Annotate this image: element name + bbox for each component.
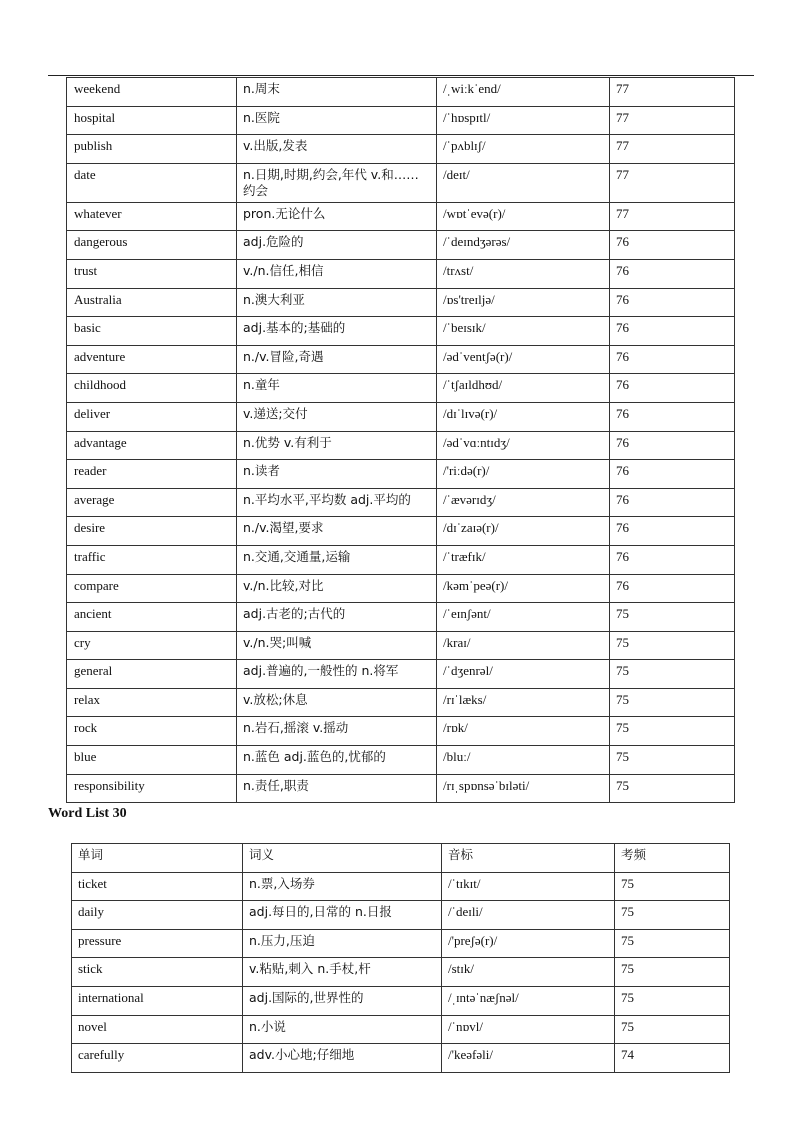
table-row: [72, 1015, 730, 1044]
phonetic-cell: /ˌwiːkˈend/: [437, 78, 610, 107]
frequency-cell: 76: [610, 345, 735, 374]
table-row: [67, 259, 735, 288]
meaning-cell: n.童年: [237, 374, 437, 403]
frequency-cell: 75: [610, 631, 735, 660]
frequency-cell: 76: [610, 545, 735, 574]
word-cell: Australia: [67, 288, 237, 317]
word-cell: pressure: [72, 929, 243, 958]
table-row: [67, 688, 735, 717]
phonetic-cell: /ˈdʒenrəl/: [437, 660, 610, 689]
meaning-cell: n.医院: [237, 106, 437, 135]
meaning-cell: n./v.渴望,要求: [237, 517, 437, 546]
word-cell: traffic: [67, 545, 237, 574]
table-row: [67, 660, 735, 689]
word-cell: general: [67, 660, 237, 689]
word-cell: cry: [67, 631, 237, 660]
table-row: [67, 717, 735, 746]
phonetic-cell: /kəmˈpeə(r)/: [437, 574, 610, 603]
frequency-cell: 76: [610, 402, 735, 431]
word-cell: weekend: [67, 78, 237, 107]
phonetic-cell: /ədˈventʃə(r)/: [437, 345, 610, 374]
table-row: [67, 431, 735, 460]
meaning-cell: adj.普遍的,一般性的 n.将军: [237, 660, 437, 689]
meaning-cell: pron.无论什么: [237, 202, 437, 231]
phonetic-cell: /kraɪ/: [437, 631, 610, 660]
section-title: Word List 30: [48, 806, 127, 821]
word-cell: novel: [72, 1015, 243, 1044]
table-row: [67, 402, 735, 431]
frequency-cell: 74: [615, 1044, 730, 1073]
vocabulary-table-word-list-30: [71, 843, 730, 1073]
table-row: [67, 317, 735, 346]
table-row: [67, 231, 735, 260]
word-cell: ancient: [67, 603, 237, 632]
word-cell: blue: [67, 746, 237, 775]
word-cell: basic: [67, 317, 237, 346]
meaning-cell: adj.古老的;古代的: [237, 603, 437, 632]
frequency-cell: 77: [610, 78, 735, 107]
word-cell: international: [72, 986, 243, 1015]
phonetic-cell: /ˈdeɪli/: [442, 901, 615, 930]
word-cell: trust: [67, 259, 237, 288]
word-cell: stick: [72, 958, 243, 987]
word-cell: carefully: [72, 1044, 243, 1073]
frequency-cell: 75: [615, 986, 730, 1015]
meaning-cell: n.优势 v.有利于: [237, 431, 437, 460]
meaning-cell: n.平均水平,平均数 adj.平均的: [237, 488, 437, 517]
meaning-cell: n.周末: [237, 78, 437, 107]
table-row: [67, 135, 735, 164]
phonetic-cell: /ədˈvɑːntɪdʒ/: [437, 431, 610, 460]
phonetic-cell: /ˈtɪkɪt/: [442, 872, 615, 901]
word-cell: publish: [67, 135, 237, 164]
phonetic-cell: /ˈpʌblɪʃ/: [437, 135, 610, 164]
word-cell: ticket: [72, 872, 243, 901]
word-cell: dangerous: [67, 231, 237, 260]
frequency-cell: 77: [610, 106, 735, 135]
phonetic-cell: /dɪˈlɪvə(r)/: [437, 402, 610, 431]
table-row: [72, 901, 730, 930]
table-row: [72, 872, 730, 901]
header-phonetic: 音标: [442, 844, 615, 873]
table-row: [72, 958, 730, 987]
word-cell: desire: [67, 517, 237, 546]
table-row: [67, 774, 735, 803]
meaning-cell: adj.基本的;基础的: [237, 317, 437, 346]
phonetic-cell: /bluː/: [437, 746, 610, 775]
word-cell: whatever: [67, 202, 237, 231]
phonetic-cell: /ˈdeɪndʒərəs/: [437, 231, 610, 260]
frequency-cell: 75: [615, 872, 730, 901]
table-row: [67, 574, 735, 603]
meaning-cell: n.小说: [243, 1015, 442, 1044]
meaning-cell: adj.国际的,世界性的: [243, 986, 442, 1015]
table-row: [67, 78, 735, 107]
frequency-cell: 75: [610, 774, 735, 803]
table-row: [67, 631, 735, 660]
meaning-cell: v./n.比较,对比: [237, 574, 437, 603]
meaning-cell: v.放松;休息: [237, 688, 437, 717]
table-row: [67, 374, 735, 403]
phonetic-cell: /ˈnɒvl/: [442, 1015, 615, 1044]
word-cell: date: [67, 163, 237, 202]
meaning-cell: v.递送;交付: [237, 402, 437, 431]
meaning-cell: n.岩石,摇滚 v.摇动: [237, 717, 437, 746]
header-frequency: 考频: [615, 844, 730, 873]
table-row: [67, 746, 735, 775]
phonetic-cell: /rɪˌspɒnsəˈbɪləti/: [437, 774, 610, 803]
meaning-cell: n.读者: [237, 460, 437, 489]
frequency-cell: 76: [610, 431, 735, 460]
phonetic-cell: /deɪt/: [437, 163, 610, 202]
frequency-cell: 75: [610, 746, 735, 775]
meaning-cell: n.压力,压迫: [243, 929, 442, 958]
word-cell: relax: [67, 688, 237, 717]
frequency-cell: 75: [610, 603, 735, 632]
phonetic-cell: /'keəfəli/: [442, 1044, 615, 1073]
table-row: [67, 460, 735, 489]
phonetic-cell: /wɒtˈevə(r)/: [437, 202, 610, 231]
phonetic-cell: /rɪˈlæks/: [437, 688, 610, 717]
frequency-cell: 76: [610, 460, 735, 489]
frequency-cell: 76: [610, 259, 735, 288]
vocabulary-table-continued: [66, 77, 735, 803]
frequency-cell: 76: [610, 317, 735, 346]
header-meaning: 词义: [243, 844, 442, 873]
word-cell: reader: [67, 460, 237, 489]
phonetic-cell: /ˈtʃaɪldhʊd/: [437, 374, 610, 403]
word-cell: daily: [72, 901, 243, 930]
frequency-cell: 76: [610, 288, 735, 317]
table-row: [67, 345, 735, 374]
table-row: [67, 106, 735, 135]
meaning-cell: adv.小心地;仔细地: [243, 1044, 442, 1073]
meaning-cell: n.蓝色 adj.蓝色的,忧郁的: [237, 746, 437, 775]
table-row: [72, 986, 730, 1015]
phonetic-cell: /'riːdə(r)/: [437, 460, 610, 489]
phonetic-cell: /ɒs'treɪljə/: [437, 288, 610, 317]
frequency-cell: 77: [610, 135, 735, 164]
word-cell: adventure: [67, 345, 237, 374]
frequency-cell: 77: [610, 202, 735, 231]
table-row: [67, 517, 735, 546]
phonetic-cell: /ˈævərɪdʒ/: [437, 488, 610, 517]
phonetic-cell: /ˌɪntəˈnæʃnəl/: [442, 986, 615, 1015]
phonetic-cell: /ˈeɪnʃənt/: [437, 603, 610, 632]
word-cell: rock: [67, 717, 237, 746]
frequency-cell: 75: [615, 958, 730, 987]
frequency-cell: 75: [610, 660, 735, 689]
frequency-cell: 75: [610, 688, 735, 717]
meaning-cell: v./n.哭;叫喊: [237, 631, 437, 660]
meaning-cell: v.出版,发表: [237, 135, 437, 164]
meaning-cell: v./n.信任,相信: [237, 259, 437, 288]
word-cell: compare: [67, 574, 237, 603]
phonetic-cell: /ˈhɒspɪtl/: [437, 106, 610, 135]
meaning-cell: n.日期,时期,约会,年代 v.和……约会: [237, 163, 437, 202]
word-cell: responsibility: [67, 774, 237, 803]
table-row: [67, 545, 735, 574]
phonetic-cell: /'preʃə(r)/: [442, 929, 615, 958]
table-row: [72, 1044, 730, 1073]
table-row: [67, 202, 735, 231]
word-cell: hospital: [67, 106, 237, 135]
meaning-cell: n./v.冒险,奇遇: [237, 345, 437, 374]
phonetic-cell: /dɪˈzaɪə(r)/: [437, 517, 610, 546]
frequency-cell: 76: [610, 517, 735, 546]
frequency-cell: 75: [610, 717, 735, 746]
meaning-cell: adj.危险的: [237, 231, 437, 260]
word-cell: average: [67, 488, 237, 517]
meaning-cell: n.责任,职责: [237, 774, 437, 803]
table-row: [67, 603, 735, 632]
header-word: 单词: [72, 844, 243, 873]
word-cell: deliver: [67, 402, 237, 431]
phonetic-cell: /ˈbeɪsɪk/: [437, 317, 610, 346]
meaning-cell: n.澳大利亚: [237, 288, 437, 317]
frequency-cell: 75: [615, 1015, 730, 1044]
meaning-cell: n.交通,交通量,运输: [237, 545, 437, 574]
table-header-row: [72, 844, 730, 873]
table-row: [67, 288, 735, 317]
phonetic-cell: /rɒk/: [437, 717, 610, 746]
meaning-cell: adj.每日的,日常的 n.日报: [243, 901, 442, 930]
phonetic-cell: /stɪk/: [442, 958, 615, 987]
frequency-cell: 76: [610, 374, 735, 403]
word-cell: childhood: [67, 374, 237, 403]
frequency-cell: 75: [615, 901, 730, 930]
word-cell: advantage: [67, 431, 237, 460]
table-row: [67, 488, 735, 517]
frequency-cell: 76: [610, 574, 735, 603]
meaning-cell: v.粘贴,刺入 n.手杖,杆: [243, 958, 442, 987]
phonetic-cell: /trʌst/: [437, 259, 610, 288]
table-row: [72, 929, 730, 958]
frequency-cell: 76: [610, 231, 735, 260]
frequency-cell: 75: [615, 929, 730, 958]
top-rule: [48, 75, 754, 76]
phonetic-cell: /ˈtræfɪk/: [437, 545, 610, 574]
table-row: [67, 163, 735, 202]
meaning-cell: n.票,入场券: [243, 872, 442, 901]
frequency-cell: 77: [610, 163, 735, 202]
frequency-cell: 76: [610, 488, 735, 517]
